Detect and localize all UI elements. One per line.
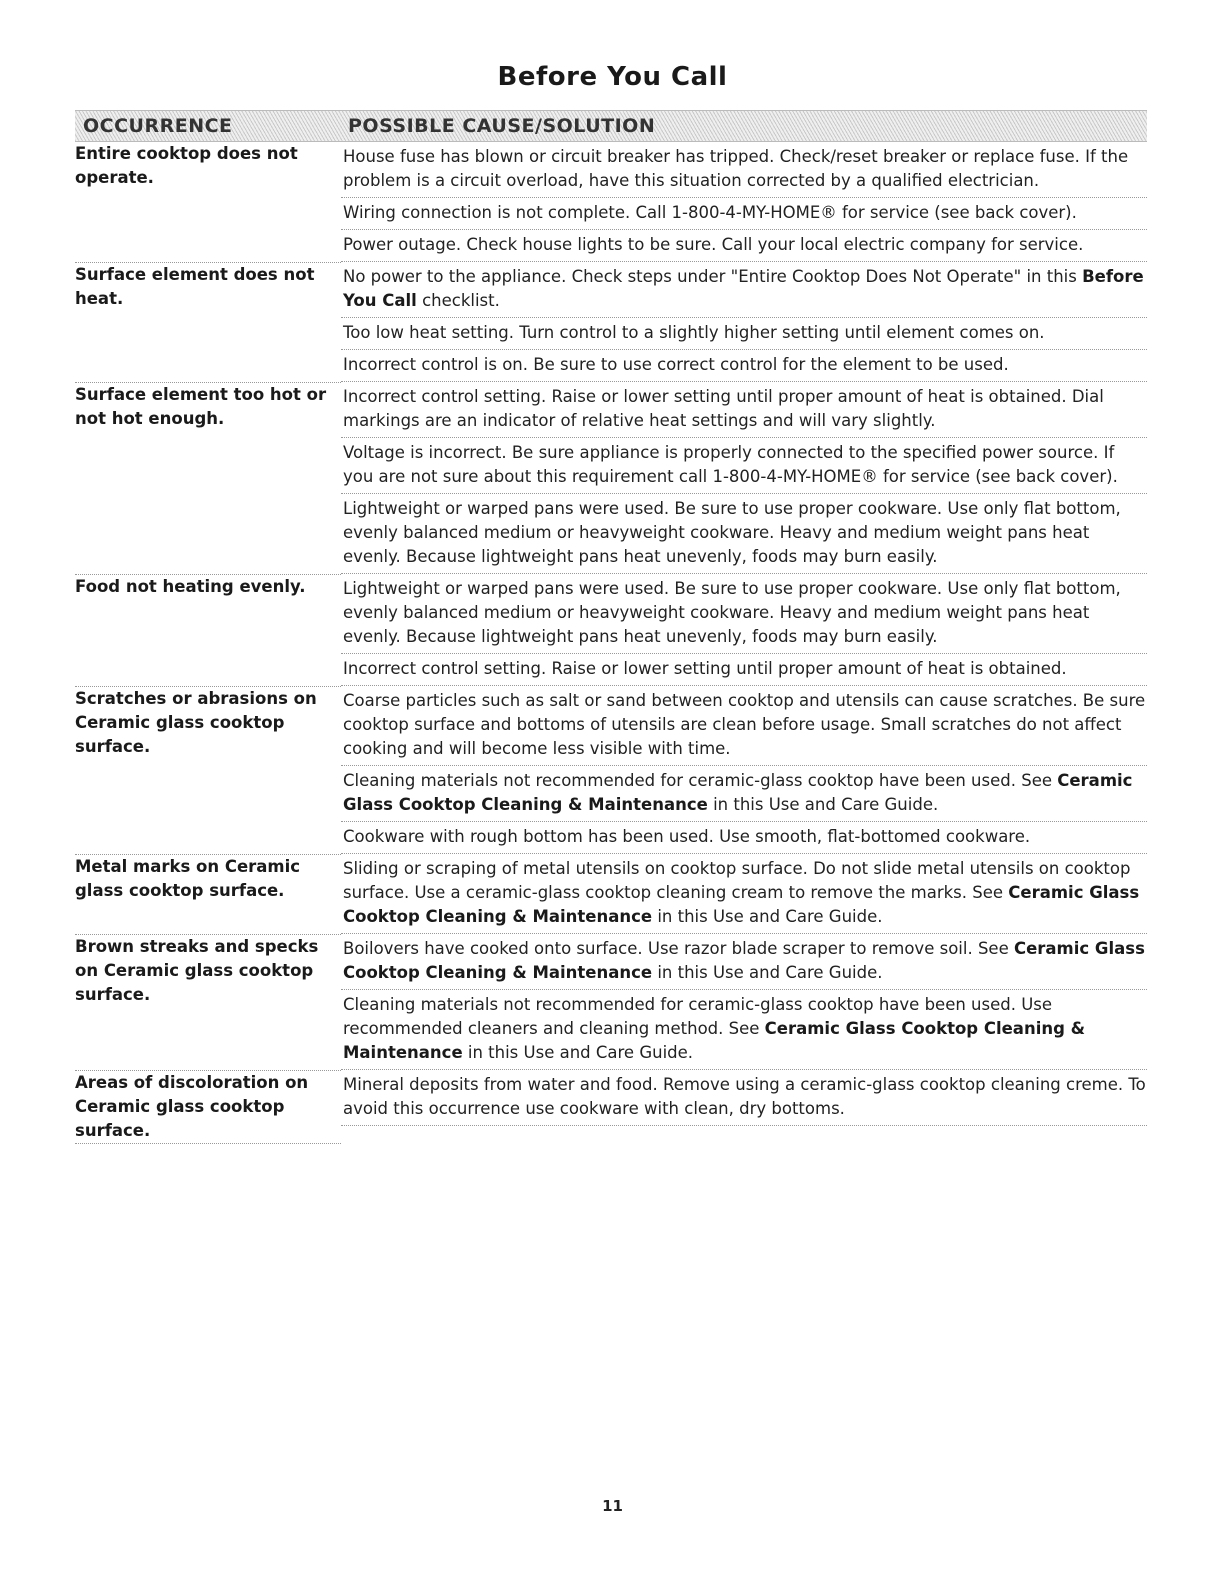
troubleshooting-table	[75, 142, 1147, 1144]
occurrence-cell	[75, 382, 341, 574]
solution-text: Lightweight or warped pans were used. Be sure to use proper cookware. Use only flat bottom, evenly balanced medium or heavyweight cookware. Heavy and medium weight pans heat evenly. Because lightweight pans heat unevenly, foods may burn easily.	[343, 499, 1121, 566]
solution-cell	[341, 686, 1147, 854]
solution-item	[341, 350, 1147, 382]
solution-item	[341, 822, 1147, 854]
solution-text: House fuse has blown or circuit breaker has tripped. Check/reset breaker or replace fuse. If the problem is a circuit overload, have this situation corrected by a qualified electrician.	[343, 147, 1129, 190]
solution-item	[341, 494, 1147, 574]
occurrence-label: Scratches or abrasions on Ceramic glass cooktop surface.	[75, 688, 317, 756]
solution-item	[341, 1070, 1147, 1126]
table-header	[75, 110, 1147, 142]
header-solution: POSSIBLE CAUSE/SOLUTION	[348, 115, 656, 137]
solution-item	[341, 382, 1147, 438]
solution-emphasis: Ceramic Glass Cooktop Cleaning & Maintenance	[343, 771, 1133, 814]
page-number: 11	[602, 1497, 623, 1515]
solution-emphasis: Ceramic Glass Cooktop Cleaning & Maintenance	[343, 1019, 1086, 1062]
solution-text: checklist.	[416, 291, 500, 310]
table-row	[75, 382, 1147, 574]
solution-item	[341, 262, 1147, 318]
solution-emphasis: Before You Call	[343, 267, 1144, 310]
occurrence-cell	[75, 1070, 341, 1143]
table-row	[75, 1070, 1147, 1143]
occurrence-label: Surface element does not heat.	[75, 264, 315, 308]
occurrence-label: Areas of discoloration on Ceramic glass cooktop surface.	[75, 1072, 309, 1140]
occurrence-label: Food not heating evenly.	[75, 576, 306, 596]
occurrence-cell	[75, 854, 341, 934]
solution-cell	[341, 142, 1147, 262]
solution-cell	[341, 854, 1147, 934]
occurrence-label: Metal marks on Ceramic glass cooktop surface.	[75, 856, 301, 900]
solution-text: No power to the appliance. Check steps under "Entire Cooktop Does Not Operate" in this	[343, 267, 1083, 286]
solution-item	[341, 438, 1147, 494]
header-occurrence: OCCURRENCE	[83, 115, 233, 137]
occurrence-label: Entire cooktop does not operate.	[75, 144, 298, 187]
solution-item	[341, 198, 1147, 230]
page-title: Before You Call	[497, 62, 728, 92]
occurrence-cell	[75, 686, 341, 854]
solution-cell	[341, 382, 1147, 574]
solution-text: Voltage is incorrect. Be sure appliance is properly connected to the specified power source. If you are not sure about this requirement call 1-800-4-MY-HOME® for service (see back cover).	[343, 443, 1118, 486]
solution-text: Incorrect control setting. Raise or lower setting until proper amount of heat is obtained. Dial markings are an indicator of relative heat settings and will vary slightly.	[343, 387, 1104, 430]
solution-item	[341, 230, 1147, 262]
solution-text: Lightweight or warped pans were used. Be sure to use proper cookware. Use only flat bottom, evenly balanced medium or heavyweight cookware. Heavy and medium weight pans heat evenly. Because lightweight pans heat unevenly, foods may burn easily.	[343, 579, 1121, 646]
solution-cell	[341, 934, 1147, 1070]
solution-text: Sliding or scraping of metal utensils on cooktop surface. Do not slide metal utensils on cooktop surface. Use a ceramic-glass cooktop cleaning cream to remove the marks. See	[343, 859, 1131, 902]
occurrence-cell	[75, 142, 341, 262]
table-row	[75, 854, 1147, 934]
table-row	[75, 686, 1147, 854]
occurrence-label: Surface element too hot or not hot enough.	[75, 384, 327, 428]
solution-emphasis: Ceramic Glass Cooktop Cleaning & Maintenance	[343, 883, 1140, 926]
solution-cell	[341, 262, 1147, 382]
solution-text: in this Use and Care Guide.	[652, 907, 883, 926]
table-row	[75, 142, 1147, 262]
solution-text: Boilovers have cooked onto surface. Use razor blade scraper to remove soil. See	[343, 939, 1014, 958]
table-row	[75, 262, 1147, 382]
solution-item	[341, 990, 1147, 1070]
occurrence-label: Brown streaks and specks on Ceramic glass cooktop surface.	[75, 936, 319, 1004]
occurrence-cell	[75, 262, 341, 382]
solution-item	[341, 934, 1147, 990]
solution-text: in this Use and Care Guide.	[652, 963, 883, 982]
solution-text: Cookware with rough bottom has been used. Use smooth, flat-bottomed cookware.	[343, 827, 1031, 846]
solution-text: Too low heat setting. Turn control to a slightly higher setting until element comes on.	[343, 323, 1045, 342]
solution-text: Cleaning materials not recommended for ceramic-glass cooktop have been used. Use recommended cleaners and cleaning method. See	[343, 995, 1053, 1038]
solution-text: Incorrect control is on. Be sure to use correct control for the element to be used.	[343, 355, 1009, 374]
solution-item	[341, 854, 1147, 934]
solution-text: Wiring connection is not complete. Call 1-800-4-MY-HOME® for service (see back cover).	[343, 203, 1077, 222]
solution-item	[341, 686, 1147, 766]
solution-text: Cleaning materials not recommended for ceramic-glass cooktop have been used. See	[343, 771, 1058, 790]
solution-cell	[341, 1070, 1147, 1143]
solution-text: Incorrect control setting. Raise or lower setting until proper amount of heat is obtained.	[343, 659, 1067, 678]
solution-text: Mineral deposits from water and food. Remove using a ceramic-glass cooktop cleaning creme. To avoid this occurrence use cookware with clean, dry bottoms.	[343, 1075, 1146, 1118]
solution-text: Power outage. Check house lights to be sure. Call your local electric company for service.	[343, 235, 1084, 254]
solution-item	[341, 654, 1147, 686]
solution-item	[341, 318, 1147, 350]
solution-cell	[341, 574, 1147, 686]
troubleshooting-rows	[75, 142, 1147, 1143]
occurrence-cell	[75, 934, 341, 1070]
table-row	[75, 574, 1147, 686]
occurrence-cell	[75, 574, 341, 686]
solution-item	[341, 142, 1147, 198]
solution-item	[341, 574, 1147, 654]
solution-emphasis: Ceramic Glass Cooktop Cleaning & Maintenance	[343, 939, 1145, 982]
table-row	[75, 934, 1147, 1070]
solution-text: in this Use and Care Guide.	[462, 1043, 694, 1062]
solution-item	[341, 766, 1147, 822]
solution-text: in this Use and Care Guide.	[707, 795, 939, 814]
solution-text: Coarse particles such as salt or sand between cooktop and utensils can cause scratches. Be sure cooktop surface and bottoms of utensils are clean before usage. Small scratches do not affect cooking and will become less visible with time.	[343, 691, 1146, 758]
